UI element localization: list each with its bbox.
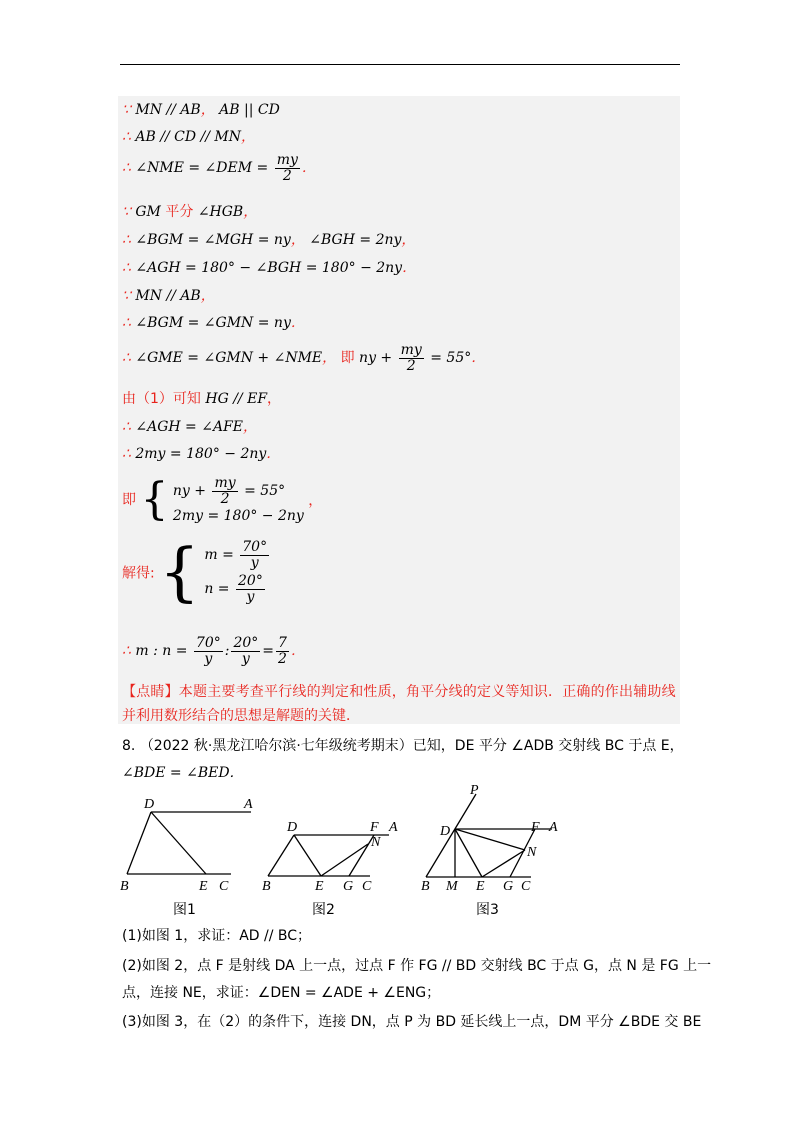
solution-line-2: ∴ AB // CD // MN，	[122, 129, 255, 145]
fig3-label-C: C	[521, 879, 531, 894]
solution-line-12: ∴ 2my = 180° − 2ny．	[122, 446, 281, 462]
solution-line-9: ∴ ∠GME = ∠GMN + ∠NME， 即 ny + $\frac{my}{2}$ = 55°．	[122, 342, 486, 374]
question-part-2-line-1: (2)如图 2，点 F 是射线 DA 上一点，过点 F 作 FG // BD 交射线 BC 于点 G，点 N 是 FG 上一	[122, 958, 712, 974]
fraction: $\frac{my}{2}$	[276, 152, 298, 184]
fig1-line-DE	[151, 812, 206, 874]
header-rule	[120, 64, 680, 65]
fig1-line-DB	[127, 812, 151, 874]
fig2-label-A: A	[389, 820, 398, 835]
fig1-label-E: E	[199, 879, 208, 894]
fraction: $\frac{my}{2}$	[400, 342, 422, 374]
solution-line-6: ∴ ∠AGH = 180° − ∠BGH = 180° − 2ny．	[122, 260, 417, 276]
fig1-label-C: C	[219, 879, 229, 894]
question-part-3: (3)如图 3，在（2）的条件下，连接 DN，点 P 为 BD 延长线上一点，DM 平分 ∠BDE 交 BE	[122, 1014, 702, 1030]
solution-line-11: ∴ ∠AGH = ∠AFE，	[122, 419, 258, 435]
fig1-label-B: B	[120, 879, 129, 894]
fig2-label-N: N	[371, 835, 381, 850]
fig2-label-E: E	[315, 879, 324, 894]
figures	[0, 782, 800, 912]
fig2-line-DB	[268, 835, 294, 876]
question-part-1: (1)如图 1，求证：AD // BC；	[122, 928, 312, 944]
question-header: 8. （2022 秋·黑龙江哈尔滨·七年级统考期末）已知，DE 平分 ∠ADB 交射线 BC 于点 E，	[122, 738, 684, 754]
brace: {	[159, 535, 200, 610]
question-stem-2: ∠BDE = ∠BED．	[122, 765, 244, 781]
solution-line-4: ∵ GM 平分 ∠HGB，	[122, 204, 258, 220]
brace: {	[140, 474, 169, 526]
comment-line-2: 并利用数形结合的思想是解题的关键．	[122, 708, 360, 724]
solution-line-5: ∴ ∠BGM = ∠MGH = ny， ∠BGH = 2ny，	[122, 232, 416, 248]
fig3-label-G: G	[503, 879, 514, 894]
fig1-caption: 图1	[173, 902, 196, 918]
fig3-label-B: B	[421, 879, 430, 894]
fig2-line-DE	[294, 835, 321, 876]
solution-line-10: 由（1）可知 HG // EF，	[122, 391, 282, 407]
fig2-line-EN	[321, 844, 368, 876]
fig3-line-PB	[426, 794, 476, 877]
comment-line-1: 【点睛】本题主要考查平行线的判定和性质，角平分线的定义等知识．正确的作出辅助线	[122, 684, 676, 700]
fig2-label-D: D	[287, 820, 298, 835]
fig3-label-M: M	[446, 879, 458, 894]
fig3-label-D: D	[440, 824, 451, 839]
equation-system-2: 解得: { m = $\frac{70^\circ}{y}$ n = $\frac{20^\circ}{y}$	[122, 535, 268, 610]
fig3-label-F: F	[531, 820, 540, 835]
solution-box	[118, 96, 680, 724]
fig3-label-P: P	[470, 783, 479, 798]
fig3-label-E: E	[476, 879, 485, 894]
fig3-label-A: A	[549, 820, 558, 835]
solution-line-8: ∴ ∠BGM = ∠GMN = ny．	[122, 315, 305, 331]
fig3-line-EN	[482, 850, 525, 877]
fig3-caption: 图3	[476, 902, 499, 918]
fig3-label-N: N	[527, 845, 537, 860]
fig2-label-C: C	[362, 879, 372, 894]
solution-line-15: ∴ m : n = $\frac{70^\circ}{y}$ : $\frac{20^\circ}{y}$ = $\frac{7}{2}$ ．	[122, 635, 305, 667]
fig2-label-G: G	[343, 879, 354, 894]
equation-system-1: 即 { ny + $\frac{my}{2}$ = 55° 2my = 180° − 2ny ，	[122, 474, 323, 526]
fig2-caption: 图2	[312, 902, 335, 918]
solution-line-7: ∵ MN // AB，	[122, 288, 215, 304]
solution-line-3: ∴ ∠NME = ∠DEM = $\frac{my}{2}$ ．	[122, 152, 316, 184]
fig1-label-A: A	[244, 797, 253, 812]
fig2-label-F: F	[370, 820, 379, 835]
solution-line-1: ∵ MN // AB， AB || CD	[122, 102, 280, 118]
fig1-label-D: D	[144, 797, 155, 812]
fig2-label-B: B	[262, 879, 271, 894]
question-part-2-line-2: 点，连接 NE，求证：∠DEN = ∠ADE + ∠ENG；	[122, 985, 441, 1001]
